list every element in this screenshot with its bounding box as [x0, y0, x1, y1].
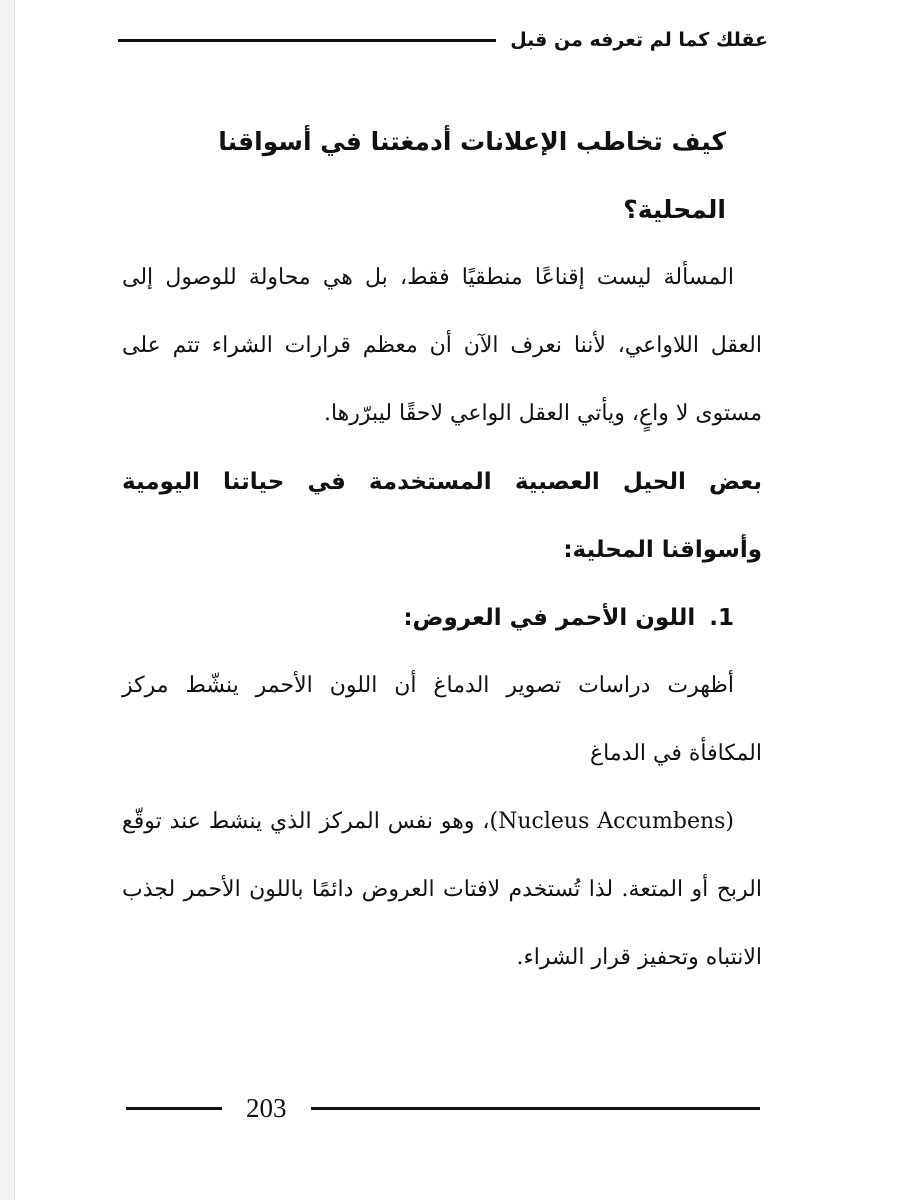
- header-rule: [118, 39, 496, 42]
- page-number: 203: [246, 1092, 287, 1123]
- book-title: عقلك كما لم تعرفه من قبل: [510, 29, 768, 51]
- list-item-number: 1.: [709, 605, 734, 631]
- red-color-paragraph-2: [122, 788, 762, 992]
- list-item-heading: [122, 584, 762, 652]
- tricks-heading: بعض الحيل العصبية المستخدمة في حياتنا اليومية وأسواقنا المحلية:: [122, 469, 762, 563]
- running-header: [118, 20, 768, 60]
- page-edge: [0, 0, 15, 1200]
- page-footer: [126, 1088, 760, 1128]
- red-color-paragraph-2-text: ، وهو نفس المركز الذي ينشط عند توقّع الربح أو المتعة. لذا تُستخدم لافتات العروض دائمًا باللون الأحمر لجذب الانتباه وتحفيز قرار الشراء.: [122, 809, 762, 970]
- red-color-paragraph-1: أظهرت دراسات تصوير الدماغ أن اللون الأحمر ينشّط مركز المكافأة في الدماغ: [122, 673, 762, 766]
- section-heading: كيف تخاطب الإعلانات أدمغتنا في أسواقنا المحلية؟: [218, 127, 726, 224]
- footer-rule-right: [311, 1107, 761, 1110]
- latin-term: (Nucleus Accumbens): [489, 809, 735, 834]
- page-body: [122, 108, 762, 992]
- footer-rule-left: [126, 1107, 222, 1110]
- list-item-title: اللون الأحمر في العروض:: [403, 605, 696, 631]
- intro-paragraph: المسألة ليست إقناعًا منطقيًا فقط، بل هي محاولة للوصول إلى العقل اللاواعي، لأننا نعرف الآن أن معظم قرارات الشراء تتم على مستوى لا واعٍ، ويأتي العقل الواعي لاحقًا ليبرّرها.: [122, 265, 762, 426]
